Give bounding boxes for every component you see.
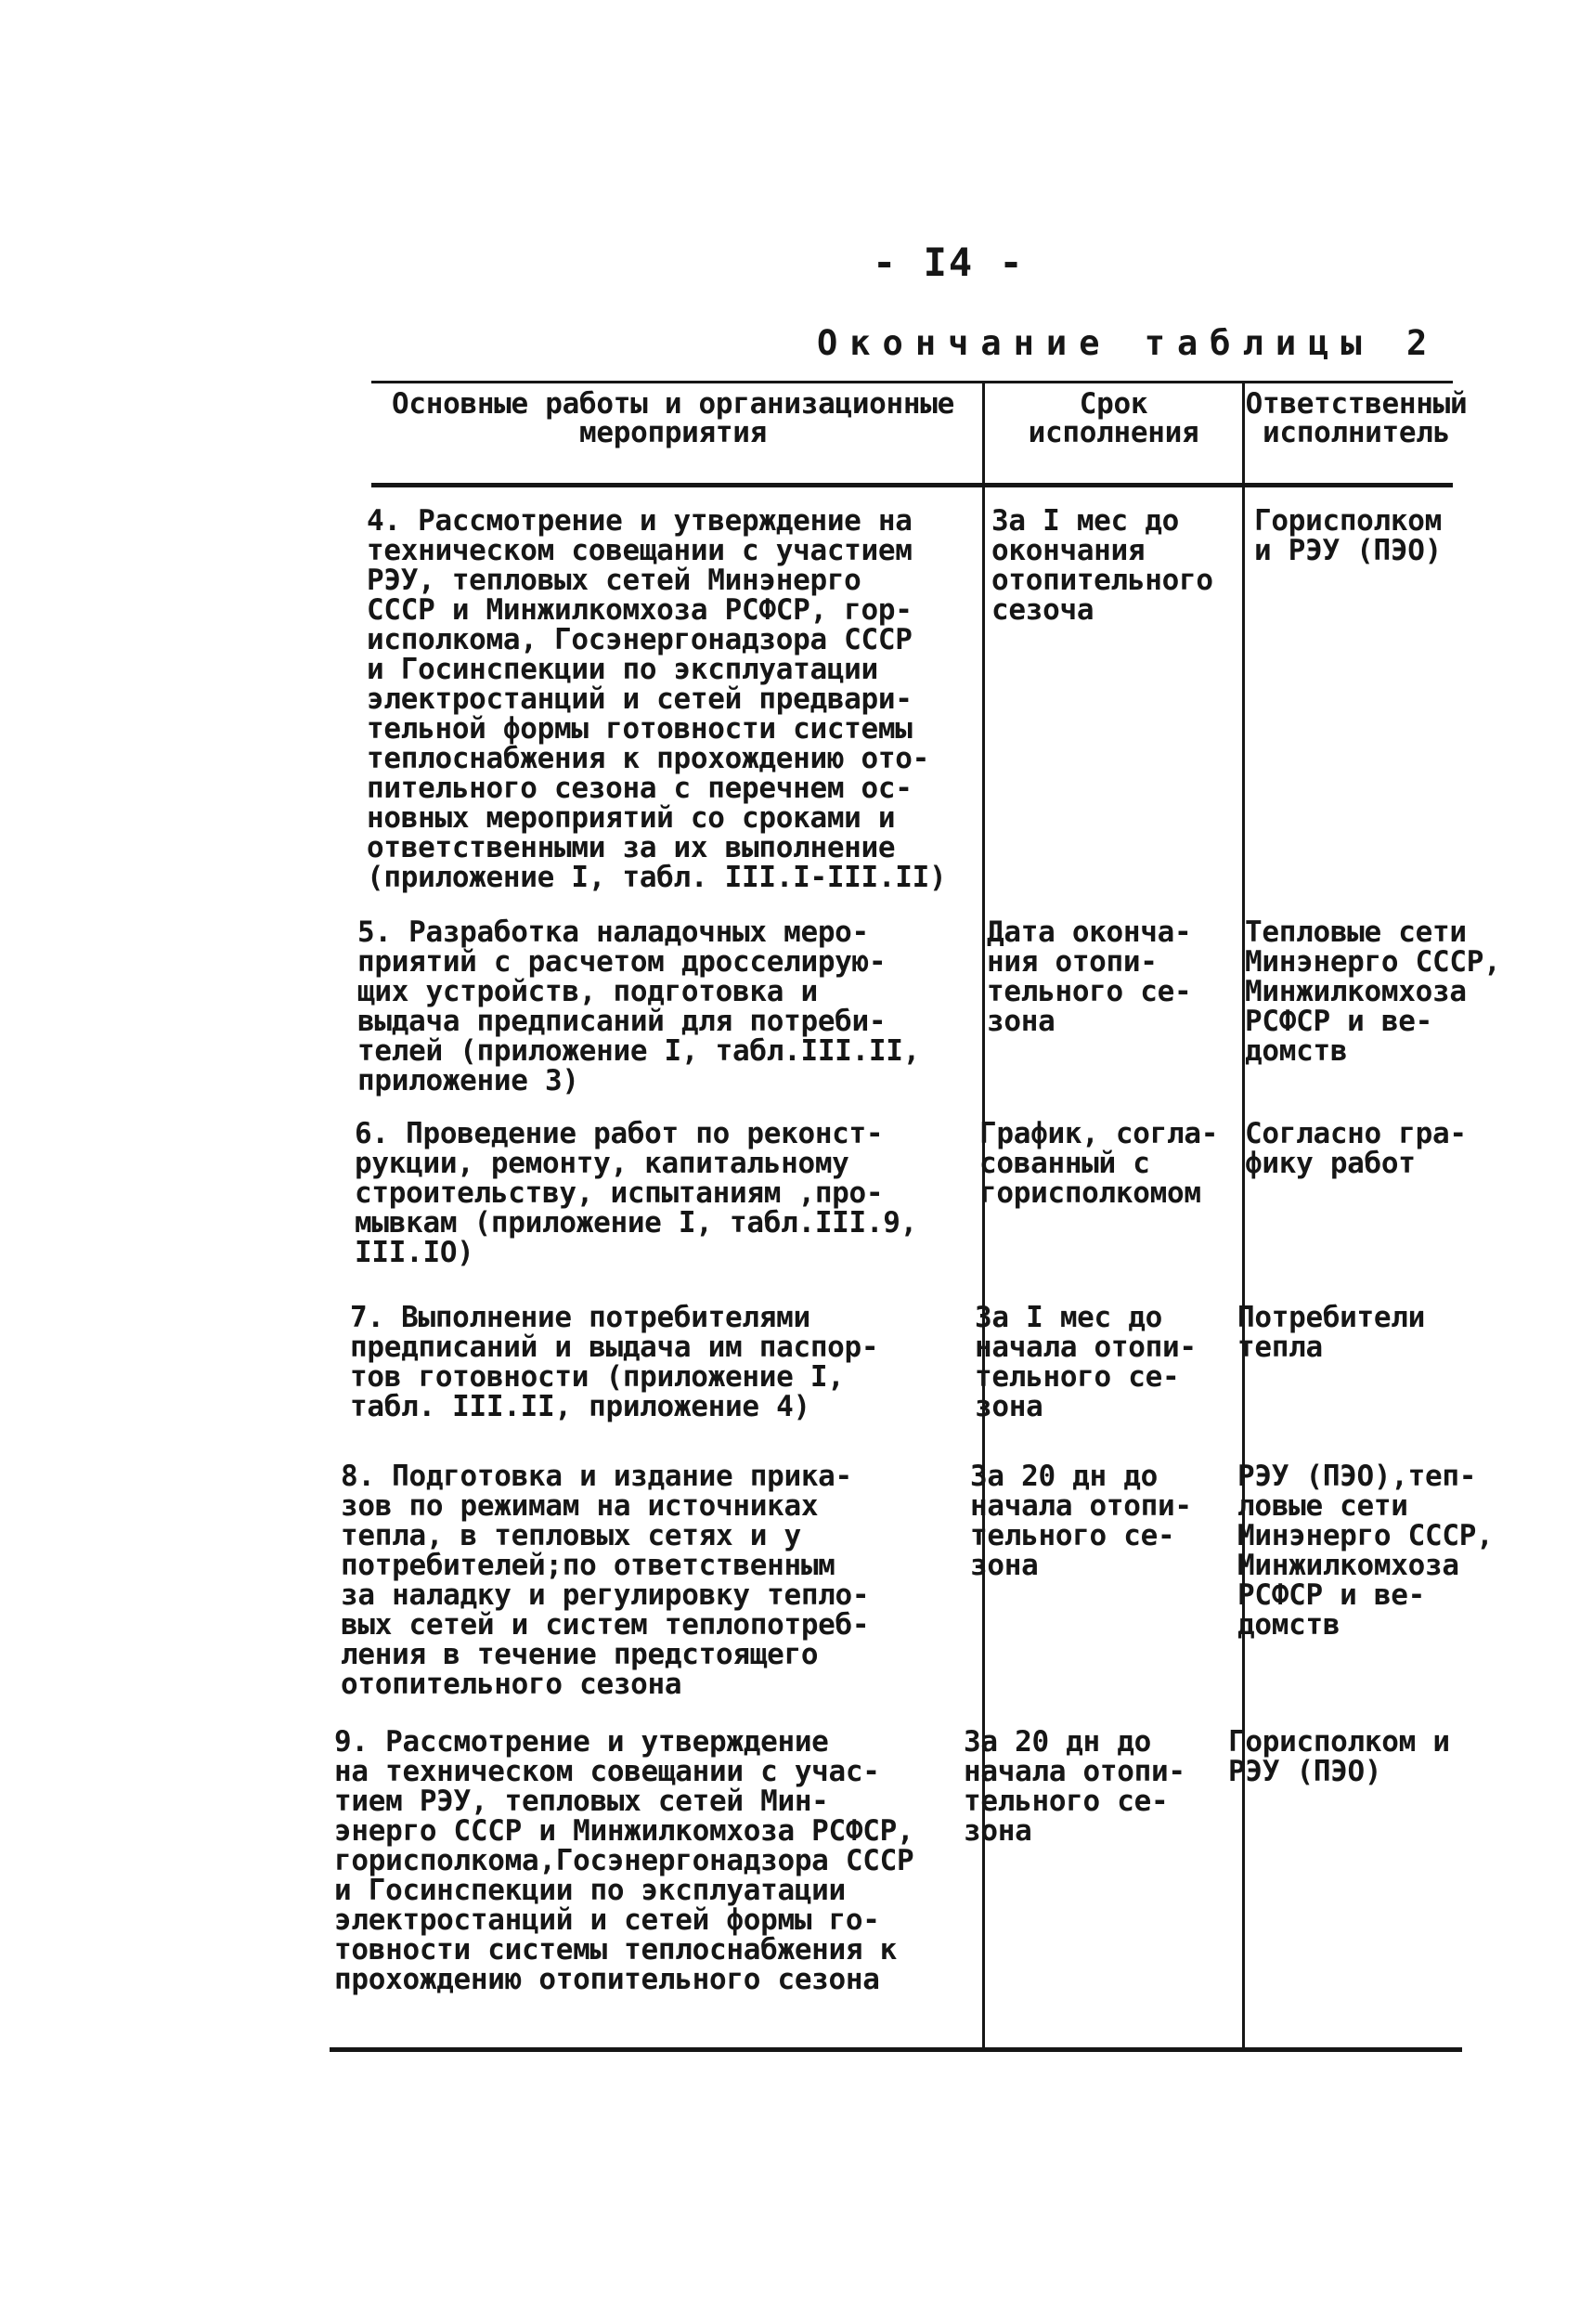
header-term: Срок исполнения bbox=[1028, 387, 1199, 449]
row-7-responsible: Потребители тепла bbox=[1237, 1301, 1425, 1364]
header-responsible: Ответственный исполнитель bbox=[1245, 387, 1468, 449]
row-8-responsible: РЭУ (ПЭО),теп- ловые сети Минэнерго СССР, Минжилкомхоза РСФСР и ве- домств bbox=[1237, 1460, 1494, 1642]
page-number: - I4 - bbox=[873, 240, 1025, 285]
row-6-work: 6. Проведение работ по реконст- рукции, ремонту, капитальному строительству, испытаниям ,про- мывкам (приложение I, табл.III.9, III.IO) bbox=[355, 1117, 917, 1269]
row-5-term: Дата оконча- ния отопи- тельного се- зона bbox=[987, 915, 1192, 1038]
row-5-responsible: Тепловые сети Минэнерго СССР, Минжилкомхоза РСФСР и ве- домств bbox=[1245, 915, 1501, 1068]
table-top-rule bbox=[371, 381, 1453, 383]
row-4-work: 4. Рассмотрение и утверждение на техническом совещании с участием РЭУ, тепловых сетей Минэнерго СССР и Минжилкомхоза РСФСР, гор- исполкома, Госэнергонадзора СССР и Госинспекции по эксплуатации электростанций и сетей предвари- тельной формы готовности системы теплоснабжения к прохождению ото- пительного сезона с перечнем ос- новных мероприятий со сроками и ответственными за их выполнение (приложение I, табл. III.I-III.II) bbox=[367, 504, 947, 894]
row-8-term: За 20 дн до начала отопи- тельного се- зона bbox=[970, 1460, 1192, 1582]
row-9-term: За 20 дн до начала отопи- тельного се- зона bbox=[964, 1725, 1185, 1848]
row-6-responsible: Согласно гра- фику работ bbox=[1245, 1117, 1467, 1180]
row-8-work: 8. Подготовка и издание прика- зов по режимам на источниках тепла, в тепловых сетях и у потребителей;по ответственным за наладку и регулировку тепло- вых сетей и систем теплопотреб- ления в течение предстоящего отопительного сезона bbox=[341, 1460, 870, 1701]
column-divider-2 bbox=[1242, 381, 1245, 2047]
continuation-table bbox=[330, 381, 1501, 2071]
table-bottom-rule bbox=[330, 2047, 1462, 2052]
row-7-work: 7. Выполнение потребителями предписаний и выдача им паспор- тов готовности (приложение I, табл. III.II, приложение 4) bbox=[350, 1301, 879, 1423]
row-5-work: 5. Разработка наладочных меро- приятий с расчетом дросселирую- щих устройств, подготовка и выдача предписаний для потреби- телей (приложение I, табл.III.II, приложение 3) bbox=[357, 915, 920, 1097]
row-9-responsible: Горисполком и РЭУ (ПЭО) bbox=[1228, 1725, 1450, 1788]
table-caption: Окончание таблицы 2 bbox=[817, 323, 1440, 363]
row-9-work: 9. Рассмотрение и утверждение на техническом совещании с учас- тием РЭУ, тепловых сетей Мин- энерго СССР и Минжилкомхоза РСФСР, горисполкома,Госэнергонадзора СССР и Госинспекции по эксплуатации электростанций и сетей формы го- товности системы теплоснабжения к прохождению отопительного сезона bbox=[334, 1725, 914, 1996]
header-bottom-rule bbox=[371, 483, 1453, 487]
row-4-responsible: Горисполком и РЭУ (ПЭО) bbox=[1254, 504, 1442, 567]
row-6-term: График, согла- сованный с горисполкомом bbox=[979, 1117, 1219, 1210]
row-4-term: За I мес до окончания отопительного сезоча bbox=[991, 504, 1213, 627]
row-7-term: За I мес до начала отопи- тельного се- зона bbox=[975, 1301, 1197, 1423]
header-work: Основные работы и организационные мероприятия bbox=[392, 387, 954, 449]
